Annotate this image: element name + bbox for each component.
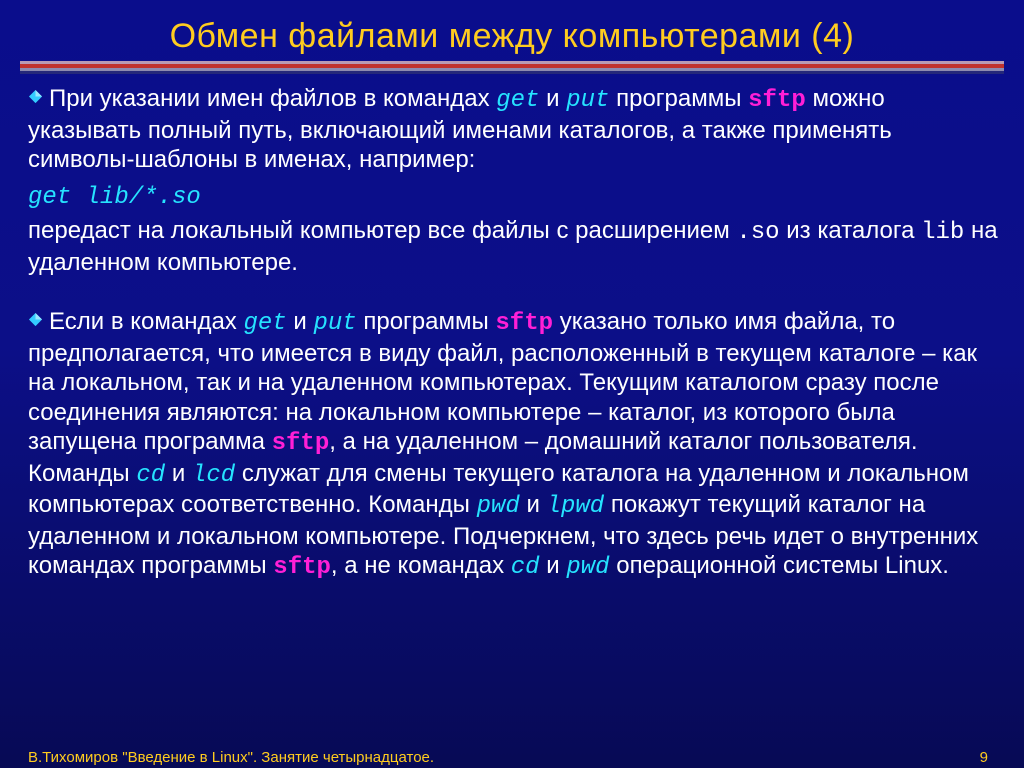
command-get: get	[496, 87, 540, 114]
program-sftp: sftp	[495, 310, 554, 337]
command-cd: cd	[136, 461, 166, 489]
program-sftp: sftp	[273, 554, 331, 581]
footer-author: В.Тихомиров "Введение в Linux". Занятие четырнадцатое.	[28, 749, 435, 766]
command-lpwd: lpwd	[546, 493, 605, 520]
slide-title: Обмен файлами между компьютерами (4)	[169, 17, 855, 55]
command-get: get	[243, 310, 287, 337]
slide-body	[28, 84, 998, 583]
diamond-bullet-icon	[28, 312, 43, 327]
command-pwd: pwd	[476, 493, 520, 520]
paragraph-current-directory: Если в командах get и put программы sftp указано только имя файла, то предполагается, что имеется в виду файл, расположенный в текущем каталоге – как на локальном, так и на удаленном компьютерах. Текущим каталогом сразу после соединения являются: на локальном компьютере – каталог, из которого была запущена программа sftp, а на удаленном – домашний каталог пользователя. Команды cd и lcd служат для смены текущего каталога на удаленном и локальном компьютерах соответственно. Команды pwd и lpwd покажут текущий каталог на удаленном и локальном компьютере. Подчеркнем, что здесь речь идет о внутренних командах программы sftp, а не командах cd и pwd операционной системы Linux.	[28, 308, 979, 581]
directory-lib: lib	[921, 219, 965, 246]
paragraph-paths: При указании имен файлов в командах get и put программы sftp можно указывать полный путь, включающий именами каталогов, а также применять символы-шаблоны в именах, например:	[28, 85, 892, 173]
page-number: 9	[979, 749, 988, 766]
command-cd: cd	[510, 554, 540, 581]
extension-so: .so	[736, 219, 780, 246]
program-sftp: sftp	[271, 430, 330, 457]
paragraph-explanation: передаст на локальный компьютер все файлы с расширением .so из каталога lib на удаленном компьютере.	[28, 217, 998, 276]
command-put: put	[566, 87, 610, 114]
command-lcd: lcd	[191, 461, 236, 489]
title-divider	[20, 61, 1004, 75]
command-put: put	[313, 310, 357, 337]
command-pwd: pwd	[566, 554, 610, 581]
program-sftp: sftp	[748, 87, 806, 114]
code-example: get lib/*.so	[28, 183, 201, 211]
diamond-bullet-icon	[28, 89, 43, 104]
